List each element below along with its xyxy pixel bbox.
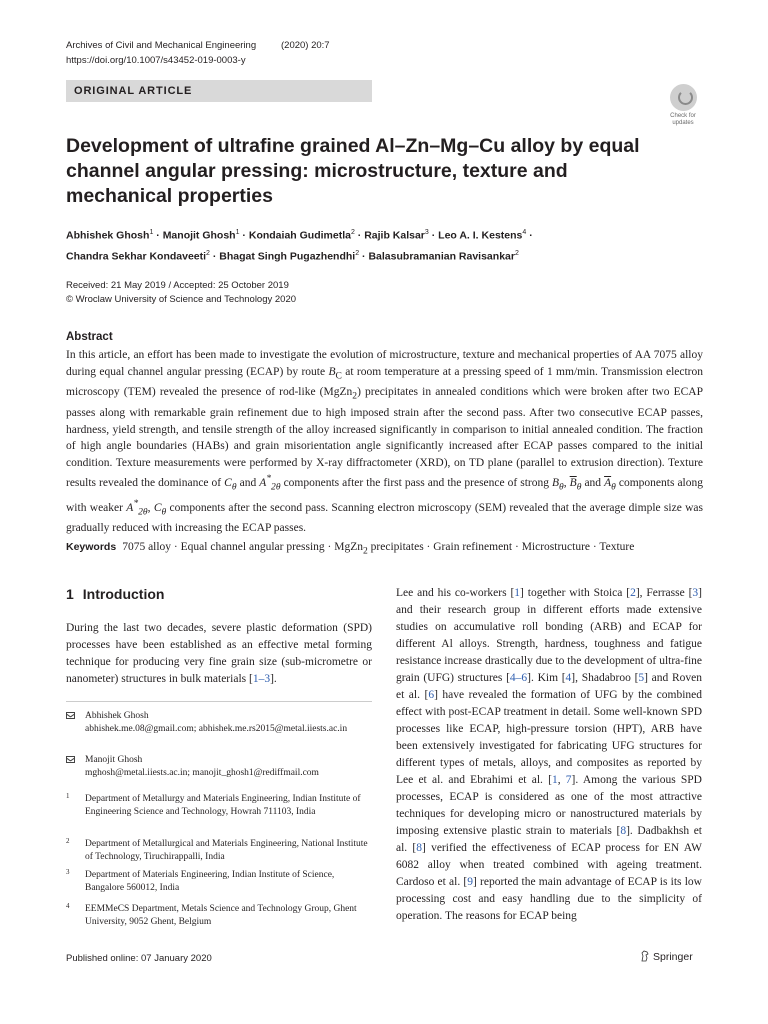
contact-email[interactable]: abhishek.me.08@gmail.com; abhishek.me.rs2015@metal.iiests.ac.in (85, 724, 348, 734)
footnote-divider (66, 701, 372, 702)
author-affiliation-number: 4 (522, 229, 527, 236)
intro-text: ] verified the effectiveness of ECAP process for EN AW 6082 alloy when treated combined with ageing treatment. Cardoso et al. [ (396, 842, 702, 888)
publisher-name: Springer (653, 951, 693, 963)
citation-link[interactable]: 3 (692, 587, 699, 599)
citation-link[interactable]: 9 (467, 876, 473, 888)
published-online-date: Published online: 07 January 2020 (66, 953, 212, 964)
abstract-part: In this article, an effort has been made to investigate the evolution of microstructure, texture and mechanical properties of AA 7075 alloy during equal channel angular pressing (ECAP) by route (66, 349, 703, 378)
intro-text: ], Shadabroo [ (571, 672, 639, 684)
abstract-part: ) precipitates in annealed conditions which were broken after two ECAP passes along with remarkable grain refinement due to high imposed strain after the second pass. After two consecutive ECAP passes, hardness, yield strength, and tensile strength of the alloy increased significantly in comparison to initial annealed condition. The fraction of high angle boundaries (HABs) and grain misorientation angle significantly increased after ECAP passes compared to the initial condition. Texture measurements were performed by X-ray diffractometer (XRD), on TD plane (parallel to extrusion direction). Texture results revealed the dominance of (66, 386, 703, 489)
affiliation (66, 903, 372, 929)
section-heading-introduction (66, 586, 164, 602)
author-name[interactable]: Manojit Ghosh (162, 229, 236, 242)
intro-text: Lee and his co-workers [ (396, 587, 515, 599)
affiliation-number: 4 (66, 902, 70, 910)
citation-link[interactable]: 4 (565, 672, 572, 684)
citation-link[interactable]: 1 (514, 587, 521, 599)
author-affiliation-number: 2 (514, 249, 519, 257)
section-title: Introduction (82, 586, 165, 602)
copyright-line: © Wroclaw University of Science and Technology 2020 (66, 293, 297, 305)
author-affiliation-number: 2 (355, 249, 360, 257)
citation-link[interactable]: 4–6 (509, 672, 528, 684)
affiliation-text: Department of Materials Engineering, Indian Institute of Science, Bangalore 560012, India (85, 870, 335, 893)
article-type-banner: ORIGINAL ARTICLE (66, 80, 372, 102)
doi-link[interactable]: https://doi.org/10.1007/s43452-019-0003-y (66, 55, 246, 66)
envelope-icon (66, 712, 75, 719)
texture-component-b-theta: $B_\theta$ (552, 476, 564, 493)
keywords-part: 7075 alloy · Equal channel angular pressing · MgZn (122, 541, 363, 553)
author-affiliation-number: 2 (206, 249, 210, 257)
texture-component-a-bar-theta: $\overline{A}_\theta$ (604, 476, 616, 493)
affiliation (66, 838, 372, 864)
route-subscript: C (335, 369, 342, 381)
check-for-updates-badge[interactable] (663, 84, 703, 126)
author-name[interactable]: Abhishek Ghosh (66, 229, 150, 242)
journal-line (66, 40, 330, 51)
corresponding-author-contact (66, 754, 372, 780)
author-name[interactable]: Rajib Kalsar (364, 229, 425, 242)
citation-link[interactable]: 8 (620, 825, 627, 837)
intro-text: ] and their research group in different efforts made extensive studies on accumulative roll bonding (ARB) and ECAP for different Al alloys. Strength, hardness, toughness and fatigue resistance increase drastically due to the development of ultra-fine grain (UFG) structures [ (396, 587, 702, 684)
abstract-heading: Abstract (66, 331, 113, 343)
intro-text: ]. Dadbakhsh et al. [ (396, 825, 702, 854)
received-accepted-dates: Received: 21 May 2019 / Accepted: 25 October 2019 (66, 280, 289, 291)
intro-text: During the last two decades, severe plastic deformation (SPD) processes have been established as an effective metal forming technique for producing very fine grain size (sub-micrometre or nanometer) structures in bulk materials [ (66, 622, 372, 685)
check-updates-icon (670, 84, 697, 111)
intro-text: , (557, 774, 566, 786)
intro-text: ] and Roven et al. [ (396, 672, 703, 701)
citation-link[interactable]: 7 (565, 774, 572, 786)
author-name[interactable]: Leo A. I. Kestens (438, 229, 523, 242)
check-updates-label-1: Check for (670, 113, 696, 119)
affiliation-text: Department of Metallurgical and Materials Engineering, National Institute of Technology, Tiruchirappalli, India (85, 839, 368, 862)
section-number: 1 (66, 586, 74, 602)
citation-link[interactable]: 1–3 (252, 673, 271, 685)
envelope-icon (66, 756, 75, 763)
publisher-logo[interactable] (640, 950, 693, 963)
contact-name: Abhishek Ghosh (85, 711, 149, 721)
abstract-part: at room temperature at a pressing speed of 1 mm/min. Transmission electron microscopy (TEM) revealed the presence of rod-like (MgZn (66, 365, 703, 399)
author-name[interactable]: Balasubramanian Ravisankar (368, 250, 515, 262)
introduction-right-column (396, 585, 702, 925)
abstract-part: components after the second pass. Scanning electron microscopy (SEM) revealed that the average dimple size was gradually reduced with increasing the ECAP passes. (66, 501, 704, 535)
article-dates (66, 279, 296, 306)
keywords-heading: Keywords (66, 541, 117, 553)
texture-component-c-theta: $C_\theta$ (224, 476, 237, 493)
intro-text: ], Ferrasse [ (635, 587, 693, 599)
intro-text: ] reported the main advantage of ECAP is its low processing cost and easy handling due to the simplicity of operation. The reasons for ECAP being (396, 876, 702, 922)
journal-volume: (2020) 20:7 (281, 40, 330, 51)
keywords-subscript: 2 (363, 545, 368, 557)
intro-text: ] together with Stoica [ (520, 587, 631, 599)
texture-component-b-bar-theta: $\overline{B}_\theta$ (569, 476, 582, 493)
affiliation-text: EEMMeCS Department, Metals Science and Technology Group, Ghent University, 9052 Ghent, Belgium (85, 904, 357, 927)
introduction-left-paragraph (66, 620, 372, 688)
author-affiliation-number: 2 (350, 229, 355, 236)
corresponding-author-contact (66, 710, 372, 736)
formula-subscript: 2 (352, 390, 358, 402)
texture-component-a2-star-weak: $A^*_{2\theta}$ (126, 497, 148, 517)
author-name[interactable]: Kondaiah Gudimetla (248, 229, 351, 242)
texture-component-c-theta-weak: $C_\theta$ (153, 501, 167, 517)
abstract-part: components along with weaker (66, 476, 703, 514)
author-list: Abhishek Ghosh$^1$ · Manojit Ghosh$^1$ · Kondaiah Gudimetla$^2$ · Rajib Kalsar$^3$ · Leo A. I. Kestens$^4$ · Chandra Sekhar Kondaveeti$^2$ · Bhagat Singh Pugazhendhi$^2$ · Balasubramanian Ravisankar$^2$ (66, 229, 533, 262)
citation-link[interactable]: 5 (638, 672, 645, 684)
citation-link[interactable]: 1 (551, 774, 558, 786)
intro-text: ]. (270, 673, 277, 685)
springer-horse-icon (640, 950, 650, 962)
keywords-line (66, 541, 706, 556)
article-title: Development of ultrafine grained Al–Zn–Mg–Cu alloy by equal channel angular pressing: microstructure, texture and mechanical properties (66, 135, 640, 207)
route-symbol: B (328, 365, 336, 378)
affiliation-number: 2 (66, 837, 70, 845)
abstract-part: components after the first pass and the presence of strong (280, 476, 553, 489)
affiliation-number: 1 (66, 792, 70, 800)
abstract-text: In this article, an effort has been made to investigate the evolution of microstructure, texture and mechanical properties of AA 7075 alloy during equal channel angular pressing (ECAP) by route $B_C$ at room temperature at a pressing speed of 1 mm/min. Transmission electron microscopy (TEM) revealed the presence of rod-like (MgZn$_2$) precipitates in annealed conditions which were broken after two ECAP passes along with remarkable grain refinement due to high imposed strain after the second pass. After two consecutive ECAP passes, hardness, yield strength, and tensile strength of the alloy increased significantly in comparison to initial annealed condition. The fraction of high angle boundaries (HABs) and grain misorientation angle significantly increased after ECAP passes compared to the initial condition. Texture measurements were performed by X-ray diffractometer (XRD), on TD plane (parallel to extrusion direction). Texture results revealed the dominance of $C_\theta$ and $A^*_{2\theta}$ components after the first pass and the presence of strong $B_\theta$, $\overline{B}_\theta$ and $\overline{A}_\theta$ components along with weaker $A^*_{2\theta}$, $C_\theta$ components after the second pass. Scanning electron microscopy (SEM) revealed that the average dimple size was gradually reduced with increasing the ECAP passes. (66, 349, 704, 535)
author-affiliation-number: 3 (424, 229, 429, 236)
intro-text: ]. Among the various SPD processes, ECAP is considered as one of the most attractive techniques for developing micro or nanostructured materials by imposing extensive plastic strain to materials [ (396, 774, 702, 837)
author-name[interactable]: Chandra Sekhar Kondaveeti (66, 250, 207, 262)
affiliation (66, 793, 372, 819)
author-affiliation-number: 1 (235, 229, 240, 236)
contact-name: Manojit Ghosh (85, 755, 143, 765)
affiliation (66, 869, 372, 895)
journal-name: Archives of Civil and Mechanical Engineering (66, 40, 257, 51)
texture-component-a2-star: $A^*_{2\theta}$ (259, 473, 281, 493)
affiliation-text: Department of Metallurgy and Materials Engineering, Indian Institute of Engineering Science and Technology, Howrah 711103, India (85, 794, 361, 817)
intro-text: ]. Kim [ (527, 672, 566, 684)
citation-link[interactable]: 6 (428, 689, 435, 701)
affiliation-number: 3 (66, 868, 70, 876)
citation-link[interactable]: 2 (630, 587, 636, 599)
citation-link[interactable]: 8 (416, 842, 422, 854)
check-updates-label-2: updates (672, 119, 694, 126)
author-name[interactable]: Bhagat Singh Pugazhendhi (219, 250, 356, 262)
intro-text: ] have revealed the formation of UFG by the combined effect with post-ECAP treatment in detail. Some well-known SPD processes like ECAP, high-pressure torsion (HPT), ARB have been extensively investigated for fabricating UFG structures for different types of metals, alloys, and composites as reported by Lee et al. and Ebrahimi et al. [ (396, 689, 702, 786)
keywords-part: precipitates · Grain refinement · Microstructure · Texture (367, 541, 635, 553)
author-affiliation-number: 1 (149, 229, 154, 236)
contact-email[interactable]: mghosh@metal.iiests.ac.in; manojit_ghosh1@rediffmail.com (85, 768, 319, 778)
